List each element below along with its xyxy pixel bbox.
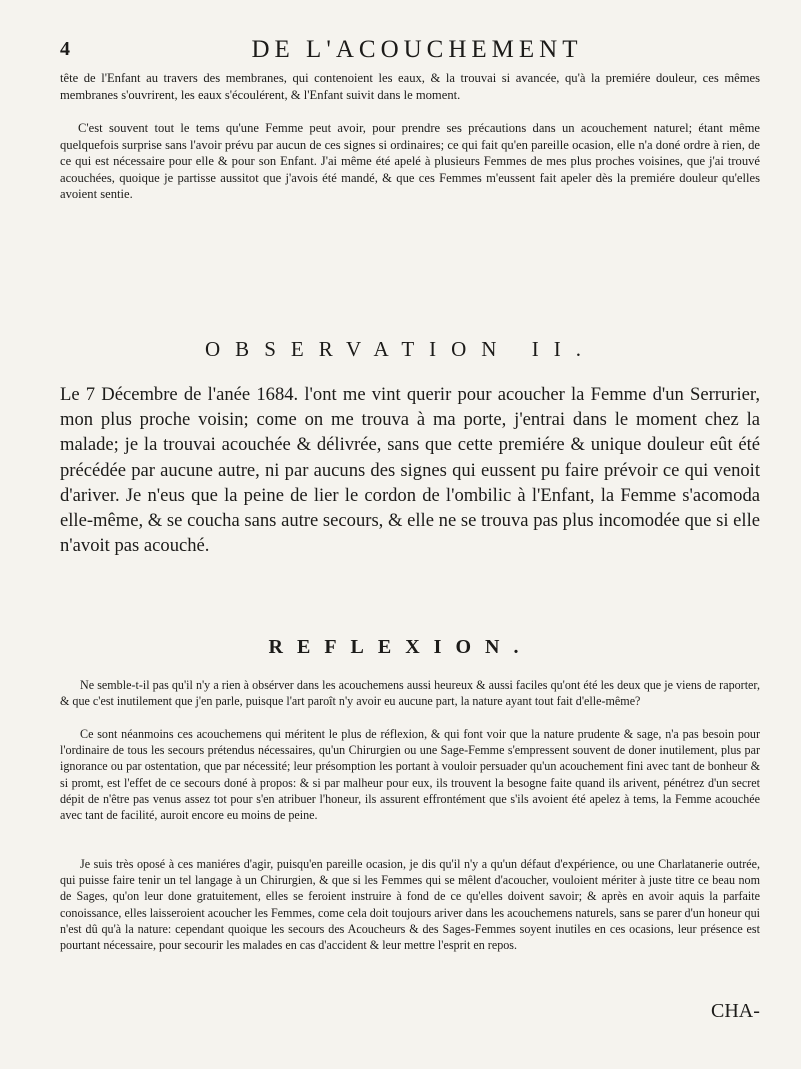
reflexion-heading: REFLEXION. [268,636,533,658]
observation-heading: OBSERVATION II. [205,337,596,361]
paragraph-commentary: C'est souvent tout le tems qu'une Femme peut avoir, pour prendre ses précautions dans un acouchement naturel; étant même quelquefois surprise sans l'avoir prévu par aucun de ces signes si ordinaires; ce qui fait qu'en pareille ocasion, elle n'a doné ordre à rien, de ce qui est nécessaire pour elle & pour son Enfant. J'ai même été apelé à plusieurs Femmes de mes plus proches voisines, que j'ai trouvé acouchées, quoique je partisse aussitot que j'avois été mandé, & que ces Femmes m'eussent fait apeler dès la premiére douleur qu'elles avoient sentie. [60,121,760,202]
catchword: CHA- [711,1000,760,1022]
running-head [60,36,760,64]
reflexion-paragraph-2: Ce sont néanmoins ces acouchemens qui méritent le plus de réflexion, & qui font voir que la nature prudente & sage, n'a pas besoin pour l'ordinaire de tous les secours prétendus nécessaires, qu'un Chirurgien ou une Sage-Femme s'empressent souvent de doner inutilement, plus par ignorance ou par ostentation, que par nécessité; leur présomption les portant à vouloir persuader qu'un acouchement fini avec tant de bonheur & si promt, est l'effet de ce secours doné à propos: & si par malheur pour eux, ils trouvent la besogne faite quand ils arivent, pénétrez d'un secret dépit de n'être pas venus assez tot pour s'en atribuer l'honeur, ils assurent effrontément que s'ils avoient été apelez à tems, la Femme acouchée avec tant de facilité, auroit encore eu moins de peine. [60,727,760,823]
observation-text: Le 7 Décembre de l'anée 1684. l'ont me vint querir pour acoucher la Femme d'un Serrurier, mon plus proche voisin; come on me trouva à ma porte, j'entrai dans le moment chez la malade; je la trouvai acouchée & délivrée, sans que cette premiére & unique douleur eût été précédée par aucune autre, ni par aucuns des signes qui eussent pu faire prévoir ce qui venoit d'ariver. Je n'eus que la peine de lier le cordon de l'ombilic à l'Enfant, la Femme s'acomoda elle-même, & se coucha sans autre secours, & elle ne se trouva pas plus incomodée que si elle n'avoit pas acouché. [60,384,760,557]
reflexion-paragraph-3: Je suis très oposé à ces maniéres d'agir, puisqu'en pareille ocasion, je dis qu'il n'y a qu'un défaut d'expérience, ou une Charlatanerie outrée, qui puisse faire tenir un tel langage à un Chirurgien, & que si les Femmes qui se mêlent d'acoucher, vouloient mériter à juste titre ce beau nom de Sages, qu'on leur done gratuitement, elles se feroient instruire à fond de ce qu'elles doivent savoir; & après en avoir aquis la parfaite conoissance, elles laisseroient acoucher les Femmes, come cela doit toujours ariver dans les acouchemens naturels, sans se parer d'un honeur qui n'est dû qu'à la nature: cependant quoique les secours des Acoucheurs & des Sages-Femmes soyent inutiles en ces ocasions, leur présence est pourtant nécessaire, pour secourir les malades en cas d'accident & leur mettre l'esprit en repos. [60,857,760,953]
page-number: 4 [60,38,70,60]
paragraph-continued: tête de l'Enfant au travers des membranes, qui contenoient les eaux, & la trouvai si avancée, qu'à la premiére douleur, ces mêmes membranes s'ouvrirent, les eaux s'écoulérent, & l'Enfant suivit dans le moment. [60,71,760,102]
reflexion-paragraph-1: Ne semble-t-il pas qu'il n'y a rien à obsérver dans les acouchemens aussi heureux & aussi faciles qu'ont été les deux que je viens de raporter, & que c'est inutilement que j'en parle, puisque l'art paroît n'y avoir eu aucune part, la nature ayant tout fait d'elle-même? [60,678,760,709]
running-title: DE L'ACOUCHEMENT [251,36,583,63]
